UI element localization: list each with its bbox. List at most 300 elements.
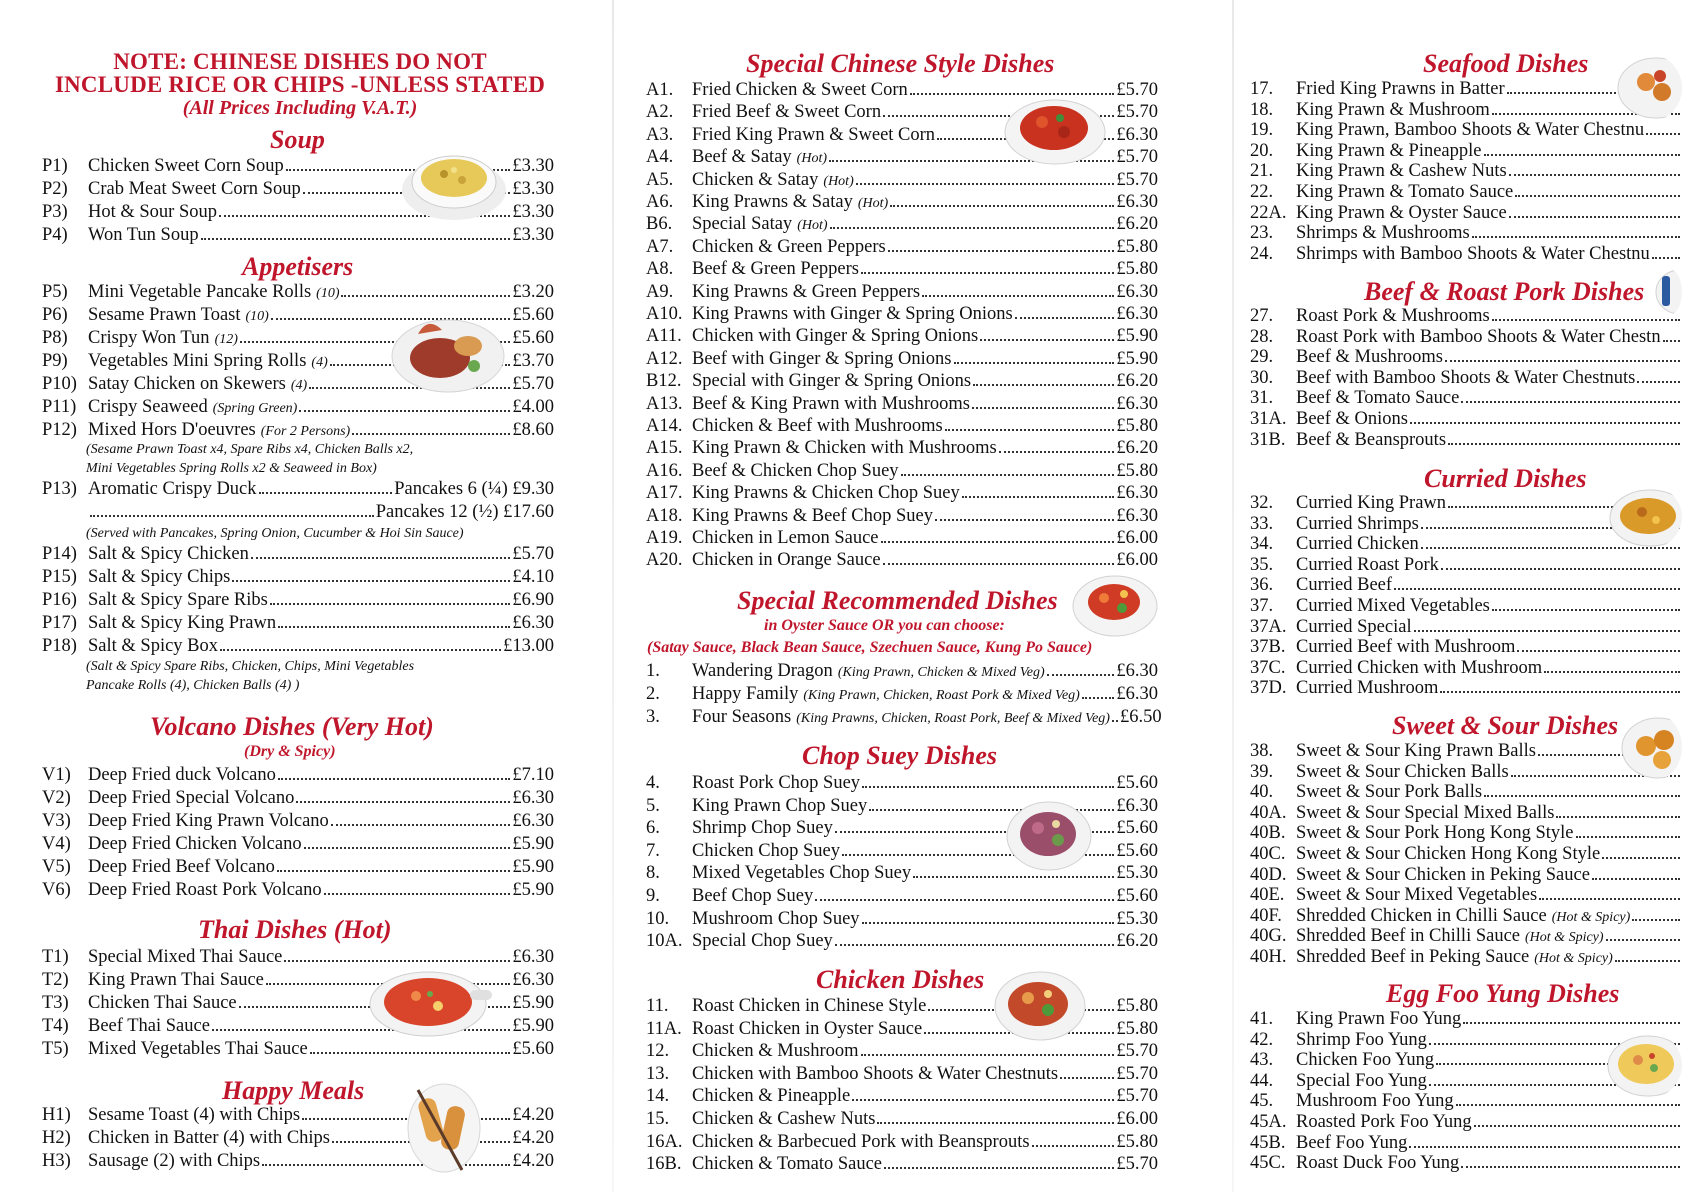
item-name: Curried Chicken bbox=[1296, 534, 1419, 555]
dot-leader bbox=[284, 960, 510, 962]
menu-item bbox=[646, 258, 1158, 280]
item-code: 7. bbox=[646, 840, 660, 861]
item-price: £8.60 bbox=[512, 420, 554, 440]
item-price: £5.90 bbox=[512, 1016, 554, 1036]
menu-item bbox=[646, 1085, 1158, 1107]
dot-leader bbox=[1445, 360, 1680, 362]
dot-leader bbox=[1663, 340, 1680, 342]
spring-rolls-photo bbox=[404, 1076, 484, 1176]
item-code: A9. bbox=[646, 281, 674, 302]
dot-leader bbox=[1463, 1022, 1680, 1024]
dot-leader bbox=[331, 824, 511, 826]
dot-leader bbox=[999, 451, 1115, 453]
dot-leader bbox=[1112, 720, 1118, 722]
menu-item bbox=[646, 1063, 1158, 1085]
recommended-heading: Special Recommended Dishes bbox=[737, 586, 1058, 615]
item-price: £5.60 bbox=[1116, 818, 1158, 839]
item-name: Roast Pork Chop Suey bbox=[692, 773, 861, 793]
item-name: King Prawn Thai Sauce bbox=[88, 970, 264, 990]
menu-item bbox=[1250, 181, 1682, 203]
item-price: £5.30 bbox=[1116, 908, 1158, 929]
menu-item bbox=[1250, 574, 1682, 596]
item-code: A20. bbox=[646, 550, 683, 571]
menu-item bbox=[42, 396, 554, 418]
item-code: V4) bbox=[42, 834, 71, 854]
item-code: 37D. bbox=[1250, 678, 1287, 699]
item-name: Mini Vegetable Pancake Rolls bbox=[88, 282, 312, 302]
item-price: £5.90 bbox=[512, 857, 554, 877]
dot-leader bbox=[1461, 1166, 1680, 1168]
p12-detail-line-1: (Sesame Prawn Toast x4, Spare Ribs x4, Chicken Balls x2, bbox=[86, 442, 414, 457]
item-name: Chicken & Green Peppers bbox=[692, 236, 886, 257]
item-code: 3. bbox=[646, 707, 660, 727]
item-name: Special Chop Suey bbox=[692, 931, 833, 952]
item-code: 35. bbox=[1250, 554, 1274, 575]
item-code: A8. bbox=[646, 259, 674, 280]
menu-item bbox=[646, 325, 1158, 347]
curry-photo bbox=[1608, 484, 1682, 550]
p12-detail-line-2: Mini Vegetables Spring Rolls x2 & Seaweed in Box) bbox=[86, 461, 377, 476]
item-code: 6. bbox=[646, 818, 660, 839]
item-code: P15) bbox=[42, 567, 77, 587]
menu-item bbox=[42, 1038, 554, 1060]
item-note: (King Prawns, Chicken, Roast Pork, Beef & Mixed Veg) bbox=[796, 711, 1110, 726]
dot-leader bbox=[1652, 257, 1680, 259]
dot-leader bbox=[1015, 317, 1115, 319]
item-name: Mixed Vegetables Chop Suey bbox=[692, 863, 912, 884]
item-name: Curried King Prawn bbox=[1296, 493, 1447, 513]
dot-leader bbox=[270, 603, 511, 605]
item-note: (Hot & Spicy) bbox=[1551, 909, 1631, 925]
dot-leader bbox=[296, 801, 510, 803]
item-name: King Prawns & Beef Chop Suey bbox=[692, 505, 933, 526]
item-name: Crispy Won Tun bbox=[88, 328, 210, 348]
item-name: Fried King Prawns in Batter bbox=[1296, 79, 1505, 99]
menu-item bbox=[646, 1040, 1158, 1062]
menu-item bbox=[1250, 326, 1682, 348]
menu-item bbox=[1250, 946, 1682, 968]
menu-item bbox=[1250, 740, 1682, 762]
dot-leader bbox=[922, 295, 1114, 297]
volcano-heading: Volcano Dishes (Very Hot) bbox=[150, 712, 434, 741]
menu-item bbox=[646, 348, 1158, 370]
item-code: 39. bbox=[1250, 761, 1274, 782]
item-price: £5.80 bbox=[1116, 416, 1158, 436]
dot-leader bbox=[1492, 319, 1680, 321]
item-code: 40D. bbox=[1250, 864, 1287, 885]
menu-item bbox=[42, 946, 554, 968]
dot-leader bbox=[1517, 650, 1680, 652]
dot-leader bbox=[1492, 609, 1680, 611]
menu-item bbox=[646, 1153, 1158, 1175]
item-code: H2) bbox=[42, 1128, 71, 1148]
item-code: 12. bbox=[646, 1041, 670, 1062]
item-note: (Spring Green) bbox=[212, 401, 298, 416]
page-fold-left bbox=[612, 0, 614, 1192]
item-code: A2. bbox=[646, 102, 674, 123]
menu-item bbox=[1250, 595, 1682, 617]
item-note: (12) bbox=[214, 332, 238, 347]
item-code: 9. bbox=[646, 886, 660, 906]
item-code: 40E. bbox=[1250, 885, 1285, 906]
recommended-dish-photo bbox=[1070, 568, 1160, 640]
item-name: Sweet & Sour Pork Hong Kong Style bbox=[1296, 823, 1574, 844]
item-price: £5.60 bbox=[1116, 773, 1158, 793]
volcano-subheading: (Dry & Spicy) bbox=[244, 743, 336, 760]
menu-item bbox=[42, 224, 554, 246]
item-note: (10) bbox=[245, 309, 269, 324]
item-name: Beef Foo Yung bbox=[1296, 1132, 1408, 1153]
dot-leader bbox=[1060, 1077, 1114, 1079]
menu-item bbox=[1250, 1111, 1682, 1133]
dot-leader bbox=[1394, 588, 1680, 590]
dot-leader bbox=[1539, 898, 1680, 900]
item-name: Beef with Ginger & Spring Onions bbox=[692, 348, 952, 369]
item-code: 40. bbox=[1250, 782, 1274, 803]
item-name: Shrimps & Mushrooms bbox=[1296, 223, 1470, 244]
item-note: (4) bbox=[311, 355, 328, 370]
item-name: King Prawn & Tomato Sauce bbox=[1296, 182, 1514, 202]
item-name: Beef & Beansprouts bbox=[1296, 429, 1447, 450]
item-note: (King Prawn, Chicken, Roast Pork & Mixed Veg) bbox=[803, 688, 1080, 703]
item-name: Satay Chicken on Skewers bbox=[88, 374, 286, 394]
item-code: 45C. bbox=[1250, 1153, 1286, 1174]
item-name: King Prawn & Chicken with Mushrooms bbox=[692, 438, 997, 459]
item-code: 16B. bbox=[646, 1154, 682, 1175]
dot-leader bbox=[251, 557, 511, 559]
item-name: Sweet & Sour King Prawn Balls bbox=[1296, 741, 1536, 761]
menu-item bbox=[1250, 202, 1682, 224]
item-name: Deep Fried Beef Volcano bbox=[88, 857, 275, 877]
dot-leader bbox=[232, 580, 510, 582]
item-code: A10. bbox=[646, 304, 683, 324]
item-name: Happy Family bbox=[692, 684, 799, 704]
item-price: £5.60 bbox=[512, 1039, 554, 1059]
dot-leader bbox=[1410, 422, 1680, 424]
menu-item bbox=[1250, 160, 1682, 182]
item-code: T3) bbox=[42, 993, 69, 1013]
note-block bbox=[20, 50, 580, 120]
menu-item bbox=[1250, 429, 1682, 451]
p18-detail-line-2: Pancake Rolls (4), Chicken Balls (4) ) bbox=[86, 678, 300, 693]
item-code: A17. bbox=[646, 483, 683, 504]
menu-item bbox=[1250, 905, 1682, 927]
item-name: Chicken in Lemon Sauce bbox=[692, 528, 879, 548]
item-price: £6.50 bbox=[1119, 707, 1162, 727]
menu-item bbox=[646, 303, 1158, 325]
item-price: £3.20 bbox=[512, 282, 554, 302]
item-name: Mushroom Foo Yung bbox=[1296, 1091, 1454, 1112]
menu-item bbox=[42, 856, 554, 878]
item-code: 44. bbox=[1250, 1070, 1274, 1091]
item-code: 15. bbox=[646, 1109, 670, 1129]
dot-leader bbox=[862, 922, 1115, 924]
item-price: £5.70 bbox=[512, 374, 554, 394]
item-name: Deep Fried King Prawn Volcano bbox=[88, 811, 329, 831]
item-code: 37C. bbox=[1250, 657, 1286, 678]
item-code: 20. bbox=[1250, 140, 1274, 161]
item-name: Roast Pork & Mushrooms bbox=[1296, 306, 1490, 326]
item-code: 23. bbox=[1250, 223, 1274, 244]
item-name: Mixed Vegetables Thai Sauce bbox=[88, 1039, 308, 1059]
item-code: 40C. bbox=[1250, 844, 1286, 864]
item-name: Fried Beef & Sweet Corn bbox=[692, 102, 882, 123]
item-note: (For 2 Persons) bbox=[260, 424, 351, 439]
item-name: King Prawn Chop Suey bbox=[692, 795, 868, 816]
item-price: £6.30 bbox=[1116, 281, 1158, 302]
item-name: Special with Ginger & Spring Onions bbox=[692, 371, 972, 392]
recommended-subheading-1: in Oyster Sauce OR you can choose: bbox=[764, 617, 1005, 634]
item-name: Roasted Pork Foo Yung bbox=[1296, 1112, 1472, 1132]
item-name: Roast Chicken in Chinese Style bbox=[692, 996, 927, 1016]
item-code: 30. bbox=[1250, 367, 1274, 388]
item-price: £5.90 bbox=[1116, 326, 1158, 347]
menu-item bbox=[42, 612, 554, 634]
item-code: P10) bbox=[42, 374, 77, 394]
item-code: P6) bbox=[42, 305, 68, 325]
item-name: Sweet & Sour Chicken Hong Kong Style bbox=[1296, 844, 1601, 864]
item-name: Chicken Thai Sauce bbox=[88, 993, 237, 1013]
item-name: Deep Fried Roast Pork Volcano bbox=[88, 880, 322, 900]
menu-item bbox=[1250, 408, 1682, 430]
item-code: P2) bbox=[42, 179, 68, 199]
item-code: T2) bbox=[42, 970, 69, 990]
dot-leader bbox=[881, 541, 1115, 543]
item-code: 11. bbox=[646, 996, 669, 1016]
item-code: 11A. bbox=[646, 1018, 682, 1039]
menu-item bbox=[42, 501, 554, 523]
item-name: King Prawns with Ginger & Spring Onions bbox=[692, 304, 1013, 324]
item-name: Shrimp Foo Yung bbox=[1296, 1029, 1427, 1050]
item-name: Sesame Prawn Toast bbox=[88, 305, 241, 325]
menu-item bbox=[646, 549, 1158, 571]
item-name: King Prawns & Chicken Chop Suey bbox=[692, 483, 960, 504]
item-note: (Hot) bbox=[857, 196, 889, 211]
item-price: £6.30 bbox=[1116, 684, 1158, 704]
item-note: (4) bbox=[290, 378, 308, 393]
item-code: 40B. bbox=[1250, 823, 1286, 844]
dot-leader bbox=[1637, 381, 1680, 383]
menu-item bbox=[646, 191, 1158, 213]
item-name: Mixed Hors D'oeuvres bbox=[88, 420, 256, 440]
menu-item bbox=[1250, 554, 1682, 576]
item-code: 19. bbox=[1250, 120, 1274, 141]
menu-item bbox=[646, 885, 1158, 907]
item-name: Beef & Tomato Sauce bbox=[1296, 388, 1460, 409]
note-line-2: INCLUDE RICE OR CHIPS -UNLESS STATED bbox=[54, 72, 546, 97]
item-code: A3. bbox=[646, 124, 674, 145]
item-price: £4.20 bbox=[512, 1128, 554, 1148]
item-price: £6.90 bbox=[512, 590, 554, 610]
menu-item bbox=[1250, 367, 1682, 389]
item-price: £5.90 bbox=[1116, 348, 1158, 369]
item-name: Shredded Beef in Chilli Sauce bbox=[1296, 926, 1521, 947]
menu-item bbox=[646, 437, 1158, 459]
item-code: 40G. bbox=[1250, 926, 1287, 947]
menu-item bbox=[1250, 387, 1682, 409]
menu-item bbox=[646, 862, 1158, 884]
item-price: £5.70 bbox=[512, 544, 554, 564]
item-price: £5.80 bbox=[1116, 259, 1158, 280]
menu-item bbox=[646, 505, 1158, 527]
item-code: T5) bbox=[42, 1039, 69, 1059]
menu-item bbox=[1250, 99, 1682, 121]
item-name: King Prawns & Satay bbox=[692, 192, 853, 212]
menu-item bbox=[1250, 761, 1682, 783]
item-code: A6. bbox=[646, 192, 674, 212]
item-code: 31. bbox=[1250, 388, 1274, 409]
menu-item bbox=[1250, 1152, 1682, 1174]
item-code: T4) bbox=[42, 1016, 69, 1036]
item-code: 10A. bbox=[646, 931, 683, 952]
item-name: Chicken Foo Yung bbox=[1296, 1050, 1435, 1071]
menu-item bbox=[1250, 781, 1682, 803]
item-price: £5.80 bbox=[1116, 236, 1158, 257]
item-name: Beef & Satay bbox=[692, 147, 792, 168]
item-code: P11) bbox=[42, 397, 77, 417]
menu-item bbox=[42, 566, 554, 588]
special-chinese-heading: Special Chinese Style Dishes bbox=[746, 49, 1055, 78]
dot-leader bbox=[1646, 133, 1680, 135]
dot-leader bbox=[352, 433, 510, 435]
item-name: Beef & Onions bbox=[1296, 409, 1409, 429]
menu-item bbox=[1250, 677, 1682, 699]
item-code: A18. bbox=[646, 505, 683, 526]
item-name: Sweet & Sour Mixed Vegetables bbox=[1296, 885, 1538, 906]
menu-item bbox=[42, 478, 554, 500]
dot-leader bbox=[910, 93, 1115, 95]
item-name: Roast Duck Foo Yung bbox=[1296, 1153, 1460, 1174]
item-name: Curried Shrimps bbox=[1296, 513, 1419, 534]
appetisers-heading: Appetisers bbox=[242, 252, 354, 281]
item-name: Hot & Sour Soup bbox=[88, 202, 218, 222]
item-note: (Hot) bbox=[823, 173, 854, 189]
item-price: £13.00 bbox=[503, 636, 554, 656]
item-name: Deep Fried duck Volcano bbox=[88, 765, 276, 785]
dot-leader bbox=[278, 626, 510, 628]
item-code: A5. bbox=[646, 169, 674, 190]
appetiser-plate-photo bbox=[388, 306, 508, 398]
item-code: 24. bbox=[1250, 243, 1274, 264]
item-price: £6.20 bbox=[1116, 214, 1158, 235]
item-code: A19. bbox=[646, 528, 683, 548]
item-name: Curried Beef with Mushroom bbox=[1296, 637, 1516, 658]
item-code: 5. bbox=[646, 795, 660, 816]
item-name: Chicken in Orange Sauce bbox=[692, 550, 881, 571]
item-note: (Hot & Spicy) bbox=[1525, 930, 1604, 946]
note-line-1: NOTE: CHINESE DISHES DO NOT bbox=[113, 49, 487, 74]
dot-leader bbox=[1509, 174, 1680, 176]
item-code: 32. bbox=[1250, 493, 1274, 513]
item-code: P12) bbox=[42, 420, 77, 440]
item-price: £6.20 bbox=[1116, 438, 1158, 459]
item-name: Curried Chicken with Mushroom bbox=[1296, 657, 1543, 678]
menu-item bbox=[1250, 1132, 1682, 1154]
item-name: King Prawn & Pineapple bbox=[1296, 140, 1482, 161]
item-code: 31B. bbox=[1250, 429, 1286, 450]
item-code: 8. bbox=[646, 863, 660, 884]
dot-leader bbox=[1484, 795, 1680, 797]
item-price: £5.90 bbox=[512, 834, 554, 854]
menu-item bbox=[1250, 243, 1682, 265]
menu-item bbox=[646, 236, 1158, 258]
p18-detail-line-1: (Salt & Spicy Spare Ribs, Chicken, Chips, Mini Vegetables bbox=[86, 659, 415, 674]
item-name: Sweet & Sour Chicken Balls bbox=[1296, 761, 1509, 782]
item-code: P4) bbox=[42, 225, 68, 245]
dot-leader bbox=[954, 362, 1115, 364]
item-name: Vegetables Mini Spring Rolls bbox=[88, 351, 307, 371]
item-code: P17) bbox=[42, 613, 77, 633]
item-code: 37A. bbox=[1250, 616, 1287, 637]
dot-leader bbox=[1082, 697, 1115, 699]
menu-item bbox=[646, 527, 1158, 549]
note-line-3: (All Prices Including V.A.T.) bbox=[182, 97, 418, 119]
item-code: 31A. bbox=[1250, 409, 1287, 429]
item-code: 21. bbox=[1250, 161, 1274, 182]
item-code: P13) bbox=[42, 479, 77, 499]
item-price: £5.80 bbox=[1116, 1131, 1158, 1152]
menu-item bbox=[1250, 843, 1682, 865]
menu-item bbox=[646, 370, 1158, 392]
item-name: Chicken & Barbecued Pork with Beansprouts bbox=[692, 1131, 1030, 1152]
item-price: £3.70 bbox=[512, 351, 554, 371]
menu-item bbox=[42, 281, 554, 303]
dot-leader bbox=[1556, 816, 1680, 818]
item-code: 17. bbox=[1250, 79, 1274, 99]
dot-leader bbox=[1509, 216, 1680, 218]
menu-item bbox=[646, 772, 1158, 794]
item-code: 42. bbox=[1250, 1029, 1274, 1050]
item-name: Beef & Green Peppers bbox=[692, 259, 859, 280]
item-name: Chicken Chop Suey bbox=[692, 840, 840, 861]
item-price: Pancakes 6 (¼) £9.30 bbox=[394, 479, 554, 499]
egg-foo-yung-photo bbox=[1606, 1030, 1682, 1100]
item-name: Beef Chop Suey bbox=[692, 886, 814, 906]
item-price: £4.10 bbox=[512, 567, 554, 587]
item-name: Chicken & Mushroom bbox=[692, 1041, 859, 1062]
page-fold-right bbox=[1232, 0, 1234, 1192]
item-code: 37B. bbox=[1250, 637, 1286, 658]
item-code: A11. bbox=[646, 326, 682, 347]
menu-item bbox=[646, 930, 1158, 952]
dot-leader bbox=[973, 384, 1114, 386]
menu-item bbox=[42, 419, 554, 441]
item-name: Roast Chicken in Oyster Sauce bbox=[692, 1018, 923, 1039]
menu-item bbox=[646, 460, 1158, 482]
menu-item bbox=[646, 415, 1158, 437]
dot-leader bbox=[1615, 960, 1680, 962]
soup-bowl-photo bbox=[400, 144, 508, 224]
item-name: Won Tun Soup bbox=[88, 225, 199, 245]
menu-item bbox=[646, 1108, 1158, 1130]
dot-leader bbox=[883, 563, 1115, 565]
item-code: 36. bbox=[1250, 575, 1274, 596]
dot-leader bbox=[220, 649, 501, 651]
thai-heading: Thai Dishes (Hot) bbox=[198, 915, 392, 944]
item-code: A4. bbox=[646, 147, 674, 168]
dot-leader bbox=[1592, 878, 1680, 880]
item-name: Chicken & Beef with Mushrooms bbox=[692, 416, 943, 436]
item-name: Wandering Dragon bbox=[692, 661, 833, 681]
dot-leader bbox=[262, 1164, 510, 1166]
item-price: £6.00 bbox=[1116, 1109, 1158, 1129]
item-name: Salt & Spicy Box bbox=[88, 636, 219, 656]
item-code: A16. bbox=[646, 460, 683, 481]
item-name: Sesame Toast (4) with Chips bbox=[88, 1105, 301, 1125]
item-price: £5.70 bbox=[1116, 1154, 1158, 1175]
item-code: 38. bbox=[1250, 741, 1274, 761]
item-name: Chicken & Satay bbox=[692, 169, 819, 190]
